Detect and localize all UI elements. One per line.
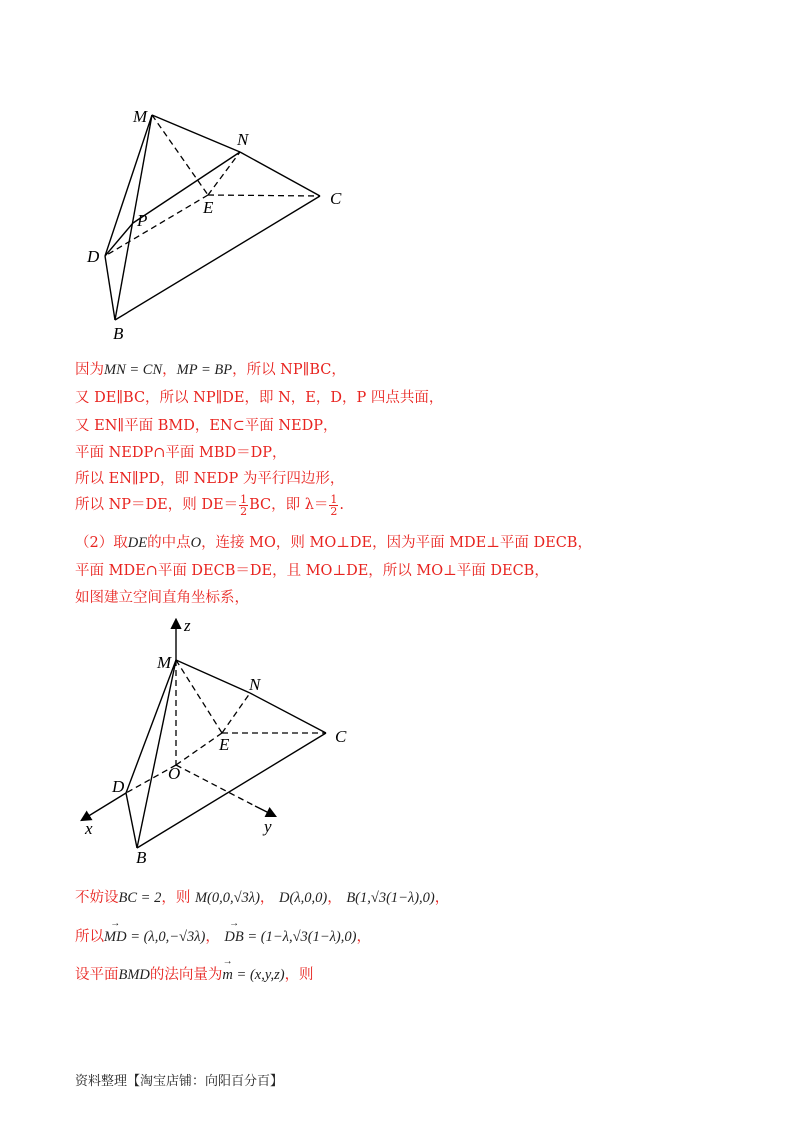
- label-D: D: [112, 777, 125, 796]
- label-M: M: [157, 653, 172, 672]
- text-line-1: 因为MN = CN，MP = BP，所以 NP∥BC，: [75, 362, 346, 378]
- axis-label-x: x: [85, 819, 93, 838]
- text-line-9: 如图建立空间直角坐标系，: [75, 590, 249, 606]
- label-O: O: [168, 764, 181, 783]
- label-M: M: [133, 107, 148, 126]
- coordinate-figure-2: [75, 612, 365, 872]
- label-P: P: [137, 211, 148, 230]
- axis-label-z: z: [184, 616, 191, 635]
- vector-DB: → DB: [224, 929, 243, 946]
- text-line-7: （2）取DE的中点O，连接 MO，则 MO⊥DE，因为平面 MDE⊥平面 DECB，: [75, 535, 592, 551]
- text-line-2: 又 DE∥BC，所以 NP∥DE，即 N，E，D，P 四点共面，: [75, 390, 444, 406]
- text-line-4: 平面 NEDP∩平面 MBD＝DP，: [75, 445, 287, 461]
- vector-m: → m: [222, 967, 232, 984]
- label-N: N: [237, 130, 249, 149]
- text-line-12: 设平面BMD的法向量为→ m = (x,y,z)，则: [75, 963, 314, 984]
- pyramid-figure-1: [75, 95, 365, 345]
- text-line-5: 所以 EN∥PD，即 NEDP 为平行四边形，: [75, 471, 345, 487]
- text-line-3: 又 EN∥平面 BMD，EN⊂平面 NEDP，: [75, 418, 338, 434]
- label-N: N: [249, 675, 261, 694]
- label-C: C: [330, 189, 342, 208]
- vector-MD: → MD: [104, 929, 127, 946]
- label-B: B: [113, 324, 124, 343]
- text-line-6: 所以 NP＝DE，则 DE＝ $\frac{1}{2}$ BC，即 λ＝ $\frac{1}{2}$ .: [75, 492, 345, 518]
- footer-note: 资料整理【淘宝店铺：向阳百分百】: [75, 1074, 284, 1089]
- label-D: D: [87, 247, 100, 266]
- axis-label-y: y: [264, 817, 272, 836]
- label-E: E: [203, 198, 214, 217]
- label-E: E: [219, 735, 230, 754]
- text-line-8: 平面 MDE∩平面 DECB＝DE，且 MO⊥DE，所以 MO⊥平面 DECB，: [75, 563, 549, 579]
- label-B: B: [136, 848, 147, 867]
- fraction-half: $\frac{1}{2}$: [330, 492, 338, 518]
- text-line-10: 不妨设BC = 2，则 M(0,0,√3λ)， D(λ,0,0)， B(1,√3(1−λ),0)，: [75, 890, 450, 906]
- label-C: C: [335, 727, 347, 746]
- fraction-half: $\frac{1}{2}$: [240, 492, 248, 518]
- text-line-11: 所以→ MD = (λ,0,−√3λ)， → DB = (1−λ,√3(1−λ),0)，: [75, 925, 371, 946]
